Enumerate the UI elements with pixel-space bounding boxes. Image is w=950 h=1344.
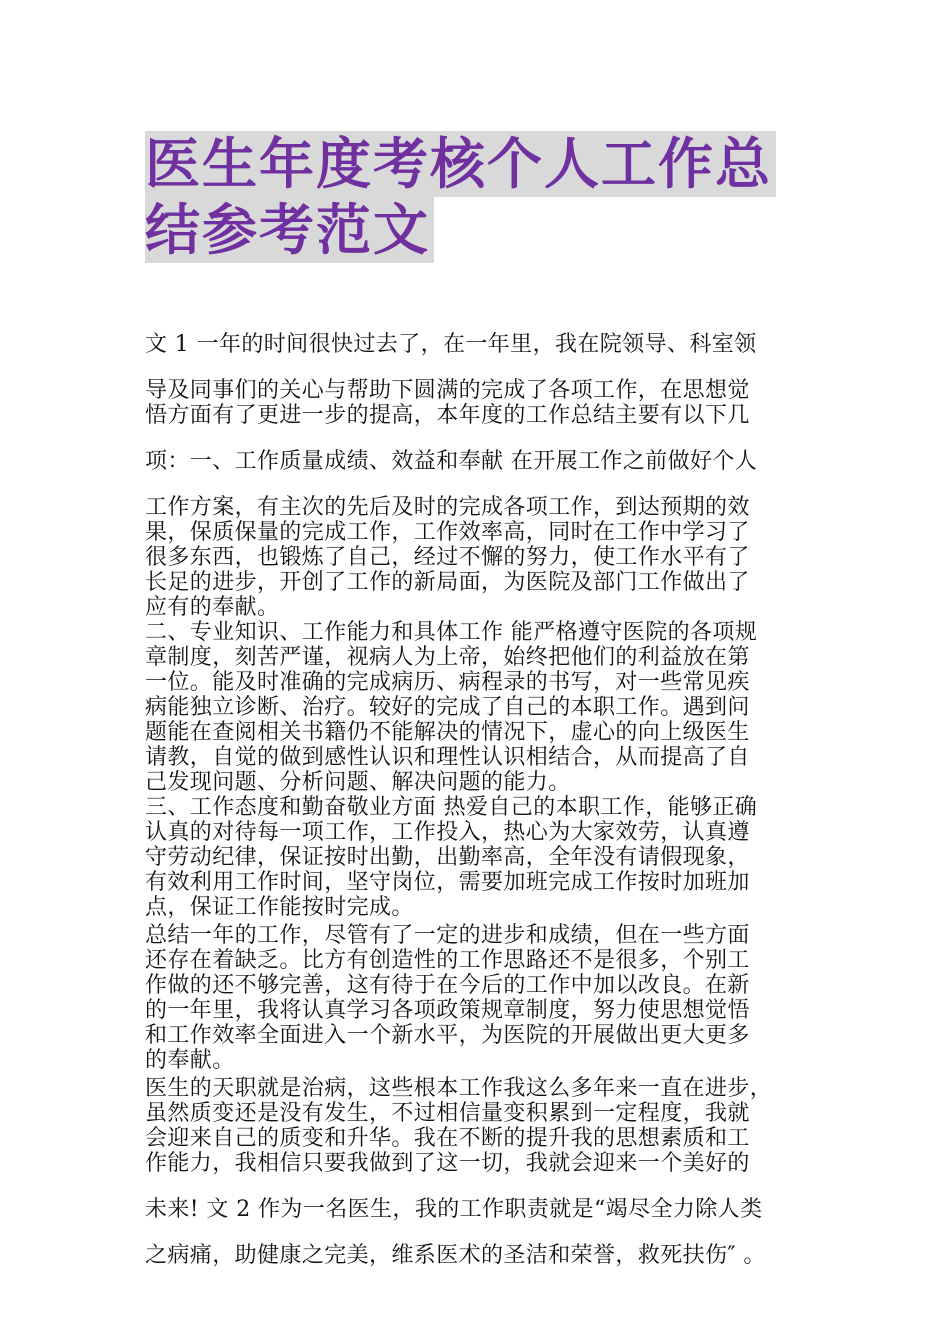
body-line: 己发现问题、分析问题、解决问题的能力。 xyxy=(145,770,571,795)
body-line: 点，保证工作能按时完成。 xyxy=(145,895,414,920)
body-line: 长足的进步，开创了工作的新局面，为医院及部门工作做出了 xyxy=(145,570,750,595)
body-line: 作做的还不够完善，这有待于在今后的工作中加以改良。在新 xyxy=(145,973,750,998)
body-line: 虽然质变还是没有发生，不过相信量变积累到一定程度，我就 xyxy=(145,1101,750,1126)
body-line: 病能独立诊断、治疗。较好的完成了自己的本职工作。遇到问 xyxy=(145,695,750,720)
body-line: 守劳动纪律，保证按时出勤，出勤率高，全年没有请假现象， xyxy=(145,845,750,870)
body-line: 的奉献。 xyxy=(145,1048,235,1073)
body-line: 文 1 一年的时间很快过去了，在一年里，我在院领导、科室领 xyxy=(145,332,757,357)
body-line: 悟方面有了更进一步的提高，本年度的工作总结主要有以下几 xyxy=(145,403,750,428)
body-line: 章制度，刻苦严谨，视病人为上帝，始终把他们的利益放在第 xyxy=(145,645,750,670)
body-line: 应有的奉献。 xyxy=(145,595,280,620)
body-line: 之病痛，助健康之完美，维系医术的圣洁和荣誉，救死扶伤″ 。 xyxy=(145,1243,766,1268)
body-line: 会迎来自己的质变和升华。我在不断的提升我的思想素质和工 xyxy=(145,1126,750,1151)
body-line: 导及同事们的关心与帮助下圆满的完成了各项工作，在思想觉 xyxy=(145,378,750,403)
body-line: 三、工作态度和勤奋敬业方面 热爱自己的本职工作，能够正确 xyxy=(145,795,758,820)
title-line-1: 医生年度考核个人工作总 xyxy=(145,131,776,197)
body-line: 认真的对待每一项工作，工作投入，热心为大家效劳，认真遵 xyxy=(145,820,750,845)
body-line: 题能在查阅相关书籍仍不能解决的情况下，虚心的向上级医生 xyxy=(145,720,750,745)
body-line: 果，保质保量的完成工作，工作效率高，同时在工作中学习了 xyxy=(145,520,750,545)
body-line: 医生的天职就是治病，这些根本工作我这么多年来一直在进步， xyxy=(145,1076,773,1101)
title-line-2: 结参考范文 xyxy=(145,197,434,263)
body-line: 有效利用工作时间，坚守岗位，需要加班完成工作按时加班加 xyxy=(145,870,750,895)
document-body xyxy=(145,333,810,1268)
body-line: 总结一年的工作，尽管有了一定的进步和成绩，但在一些方面 xyxy=(145,923,750,948)
body-line: 请教，自觉的做到感性认识和理性认识相结合，从而提高了自 xyxy=(145,745,750,770)
body-line: 还存在着缺乏。比方有创造性的工作思路还不是很多，个别工 xyxy=(145,948,750,973)
body-line: 二、专业知识、工作能力和具体工作 能严格遵守医院的各项规 xyxy=(145,620,758,645)
body-line: 很多东西，也锻炼了自己，经过不懈的努力，使工作水平有了 xyxy=(145,545,750,570)
body-line: 工作方案，有主次的先后及时的完成各项工作，到达预期的效 xyxy=(145,495,750,520)
body-line: 和工作效率全面进入一个新水平，为医院的开展做出更大更多 xyxy=(145,1023,750,1048)
body-line: 一位。能及时准确的完成病历、病程录的书写，对一些常见疾 xyxy=(145,670,750,695)
body-line: 的一年里，我将认真学习各项政策规章制度，努力使思想觉悟 xyxy=(145,998,750,1023)
body-line: 未来! 文 2 作为一名医生，我的工作职责就是“竭尽全力除人类 xyxy=(145,1197,763,1222)
document-title xyxy=(145,131,810,263)
body-line: 作能力，我相信只要我做到了这一切，我就会迎来一个美好的 xyxy=(145,1151,750,1176)
body-line: 项：一、工作质量成绩、效益和奉献 在开展工作之前做好个人 xyxy=(145,449,758,474)
